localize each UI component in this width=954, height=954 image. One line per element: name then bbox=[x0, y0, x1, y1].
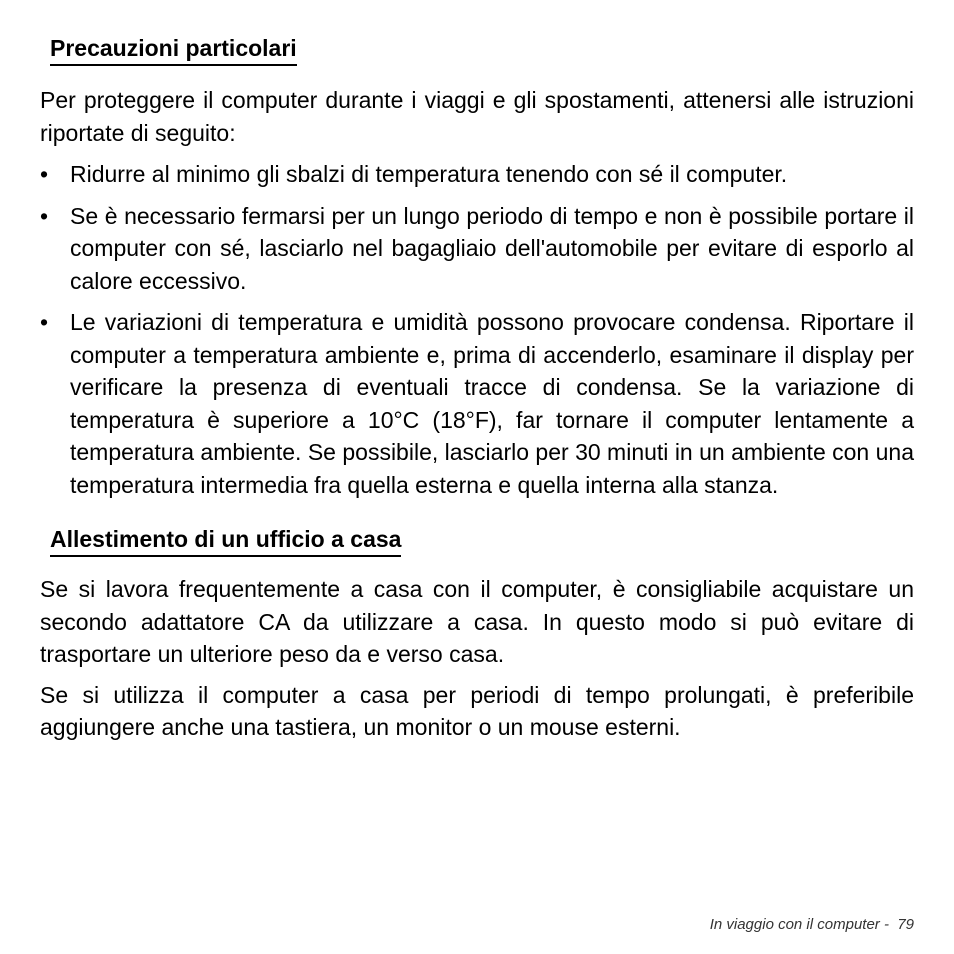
section-precauzioni bbox=[40, 32, 914, 501]
list-item bbox=[40, 200, 914, 298]
intro-paragraph: Per proteggere il computer durante i viaggi e gli spostamenti, attenersi alle istruzioni riportate di seguito: bbox=[40, 87, 914, 146]
page-footer bbox=[710, 916, 914, 933]
body-paragraph: Se si lavora frequentemente a casa con il computer, è consigliabile acquistare un secondo adattatore CA da utilizzare a casa. In questo modo si può evitare di trasportare un ulteriore peso da e verso casa. bbox=[40, 576, 914, 667]
section-heading: Allestimento di un ufficio a casa bbox=[50, 523, 401, 557]
list-item bbox=[40, 158, 914, 191]
document-page bbox=[40, 32, 914, 744]
bullet-list bbox=[40, 158, 914, 501]
list-item-text: Se è necessario fermarsi per un lungo periodo di tempo e non è possibile portare il computer con sé, lasciarlo nel bagagliaio dell'automobile per evitare di esporlo al calore eccessivo. bbox=[70, 202, 914, 294]
bullet-marker: • bbox=[40, 161, 49, 187]
footer-chapter-title: In viaggio con il computer - bbox=[709, 916, 889, 933]
list-item-text: Ridurre al minimo gli sbalzi di temperatura tenendo con sé il computer. bbox=[70, 161, 788, 187]
bullet-marker: • bbox=[40, 309, 49, 335]
list-item-text: Le variazioni di temperatura e umidità possono provocare condensa. Riportare il computer a temperatura ambiente e, prima di accenderlo, esaminare il display per verificare la presenza di eventuali tracce di condensa. Se la variazione di temperatura è superiore a 10°C (18°F), far tornare il computer lentamente a temperatura ambiente. Se possibile, lasciarlo per 30 minuti in un ambiente con una temperatura intermedia fra quella esterna e quella interna alla stanza. bbox=[70, 309, 914, 498]
list-item bbox=[40, 306, 914, 501]
page-number: 79 bbox=[897, 916, 914, 933]
section-ufficio-casa bbox=[40, 523, 914, 744]
bullet-marker: • bbox=[40, 202, 49, 229]
section-heading: Precauzioni particolari bbox=[50, 32, 297, 66]
body-paragraph: Se si utilizza il computer a casa per periodi di tempo prolungati, è preferibile aggiungere anche una tastiera, un monitor o un mouse esterni. bbox=[40, 681, 914, 740]
